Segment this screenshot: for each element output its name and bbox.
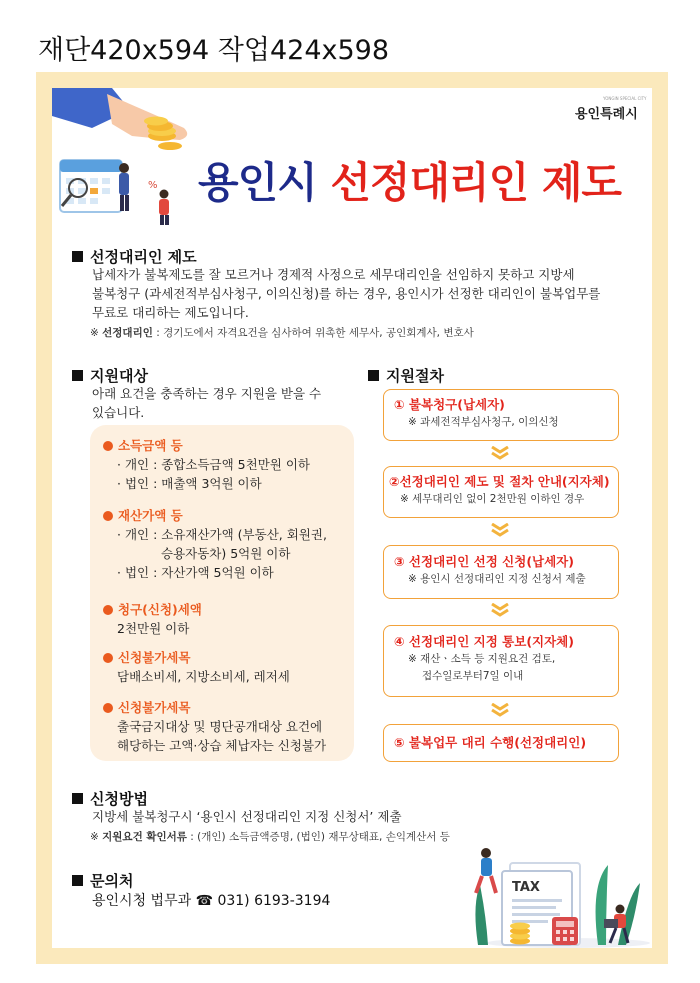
chevron-down-icon	[490, 523, 510, 537]
condition-excluded-tax: 신청불가세목 담배소비세, 지방소비세, 레저세	[103, 648, 290, 686]
square-bullet-icon	[72, 370, 83, 381]
city-logo-text: 용인특례시	[575, 107, 638, 122]
orange-dot-icon	[103, 511, 113, 521]
method-heading: 신청방법	[72, 788, 148, 809]
procedure-step-3: ③ 선정대리인 선정 신청(납세자) ※ 용인시 선정대리인 지정 신청서 제출	[383, 545, 619, 599]
procedure-step-1: ① 불복청구(납세자) ※ 과세전적부심사청구, 이의신청	[383, 389, 619, 441]
procedure-step-2: ②선정대리인 제도 및 절차 안내(지자체) ※ 세무대리인 없이 2천만원 이하인 경우	[383, 466, 619, 518]
system-line-1: 납세자가 불복제도를 잘 모르거나 경제적 사정으로 세무대리인을 선임하지 못하고 지방세	[92, 267, 575, 282]
orange-dot-icon	[103, 703, 113, 713]
square-bullet-icon	[72, 875, 83, 886]
city-logo-subtext: YONGIN SPECIAL CITY	[603, 96, 647, 101]
orange-dot-icon	[103, 605, 113, 615]
system-heading: 선정대리인 제도	[72, 246, 197, 267]
svg-text:%: %	[148, 180, 158, 191]
poster-title-part2: 선정대리인 제도	[330, 158, 621, 207]
tax-label: TAX	[512, 880, 540, 895]
contact-heading: 문의처	[72, 870, 133, 891]
condition-excluded-persons: 신청불가세목 출국금지대상 및 명단공개대상 요건에 해당하는 고액·상습 체납자는 신청불가	[103, 698, 326, 755]
contact-info: 용인시청 법무과 ☎ 031) 6193-3194	[92, 893, 331, 909]
chevron-down-icon	[490, 603, 510, 617]
city-logo	[575, 96, 647, 122]
system-description	[92, 265, 652, 322]
method-note: ※ 지원요건 확인서류 : (개인) 소득금액증명, (법인) 재무상태표, 손익계산서 등	[90, 831, 450, 843]
chevron-down-icon	[490, 703, 510, 717]
method-description: 지방세 불복청구시 ‘용인시 선정대리인 지정 신청서’ 제출	[92, 809, 402, 824]
orange-dot-icon	[103, 441, 113, 451]
square-bullet-icon	[72, 251, 83, 262]
procedure-heading: 지원절차	[368, 365, 444, 386]
target-heading: 지원대상	[72, 365, 148, 386]
orange-dot-icon	[103, 653, 113, 663]
condition-income: 소득금액 등 · 개인 : 종합소득금액 5천만원 이하 · 법인 : 매출액 3억원 이하	[103, 436, 310, 493]
square-bullet-icon	[368, 370, 379, 381]
condition-property: 재산가액 등 · 개인 : 소유재산가액 (부동산, 회원권, 승용자동차) 5억원 이하 · 법인 : 자산가액 5억원 이하	[103, 506, 327, 582]
target-description: 아래 요건을 충족하는 경우 지원을 받을 수 있습니다.	[92, 386, 322, 420]
tax-document-illustration	[458, 845, 652, 948]
condition-claim-amount: 청구(신청)세액 2천만원 이하	[103, 600, 202, 638]
print-spec-label: 재단420x594 작업424x598	[38, 35, 390, 66]
system-line-3: 무료로 대리하는 제도입니다.	[92, 305, 249, 320]
procedure-step-5: ⑤ 불복업무 대리 수행(선정대리인)	[383, 724, 619, 762]
system-line-2: 불복청구 (과세전적부심사청구, 이의신청)를 하는 경우, 용인시가 선정한 대리인이 불복업무를	[92, 286, 601, 301]
procedure-step-4: ④ 선정대리인 지정 통보(지자체) ※ 재산ㆍ소득 등 지원요건 검토, 접수일로부터7일 이내	[383, 625, 619, 697]
hand-coins-illustration	[52, 88, 202, 238]
chevron-down-icon	[490, 446, 510, 460]
system-note: ※ 선정대리인 : 경기도에서 자격요건을 심사하여 위촉한 세무사, 공인회계사, 변호사	[90, 327, 474, 339]
poster-title	[198, 150, 621, 210]
poster-title-part1: 용인시	[198, 158, 317, 207]
square-bullet-icon	[72, 793, 83, 804]
